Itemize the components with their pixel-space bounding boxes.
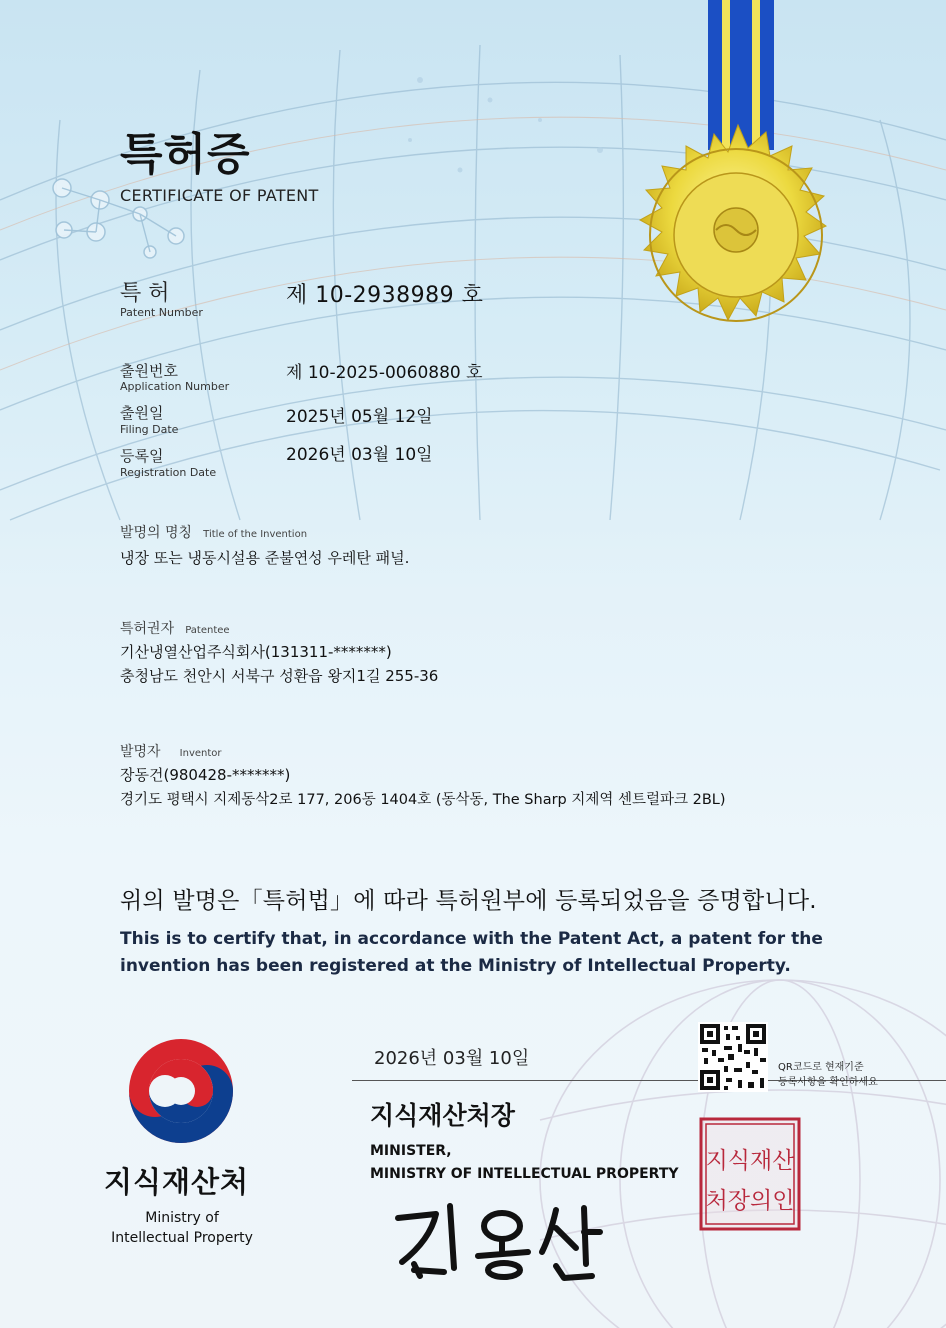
- application-number-value: 제 10-2025-0060880 호: [286, 363, 483, 383]
- patentee-name: 기산냉열산업주식회사(131311-*******): [120, 643, 392, 661]
- page-subtitle: CERTIFICATE OF PATENT: [120, 186, 319, 205]
- inventor-address: 경기도 평택시 지제동삭2로 177, 206동 1404호 (동삭동, The Sharp 지제역 센트럴파크 2BL): [120, 792, 726, 808]
- invention-title-section: [120, 522, 307, 542]
- ministry-name-ko: 지식재산처: [104, 1165, 250, 1199]
- patentee-label: 특허권자: [120, 621, 175, 637]
- certification-statement-ko: 위의 발명은「특허법」에 따라 특허원부에 등록되었음을 증명합니다.: [120, 888, 817, 914]
- certification-statement-en: This is to certify that, in accordance with the Patent Act, a patent for the invention has been registered at the Ministry of Intellectual Property.: [120, 929, 823, 976]
- qr-code-note-line2: 등록사항을 확인하세요: [778, 1077, 878, 1088]
- minister-title-en-line2: MINISTRY OF INTELLECTUAL PROPERTY: [370, 1166, 679, 1182]
- seal-text-line1: 지식재산: [705, 1148, 795, 1174]
- qr-code-note-line1: QR코드로 현재기준: [778, 1062, 864, 1073]
- application-number-label: 출원번호: [120, 362, 178, 380]
- ministry-name-en: [96, 1208, 268, 1248]
- filing-date-label-en: Filing Date: [120, 423, 179, 436]
- handwritten-signature: [380, 1192, 620, 1282]
- patentee-label-en: Patentee: [185, 625, 230, 636]
- invention-title-value: 냉장 또는 냉동시설용 준불연성 우레탄 패널.: [120, 549, 410, 567]
- minister-title-ko: 지식재산처장: [370, 1101, 515, 1130]
- invention-title-label-en: Title of the Invention: [203, 529, 308, 540]
- ministry-name-en-line2: Intellectual Property: [111, 1230, 253, 1246]
- patentee-section: [120, 618, 230, 638]
- page-title: 특허증: [120, 129, 251, 180]
- patent-number-label-en: Patent Number: [120, 306, 203, 319]
- filing-date-value: 2025년 05월 12일: [286, 407, 433, 427]
- application-number-label-en: Application Number: [120, 380, 230, 393]
- minister-title-en-line1: MINISTER,: [370, 1143, 452, 1159]
- qr-code-icon[interactable]: [698, 1022, 768, 1092]
- qr-code-note: [778, 1060, 878, 1090]
- signature-date: 2026년 03월 10일: [374, 1048, 530, 1069]
- seal-text-line2: 처장의인: [705, 1188, 795, 1214]
- gold-seal-icon: [640, 125, 826, 321]
- official-seal-stamp: [698, 1116, 802, 1232]
- inventor-label: 발명자: [120, 744, 161, 760]
- patent-number-label: 특 허: [120, 281, 170, 306]
- patentee-address: 충청남도 천안시 서북구 성환읍 왕지1길 255-36: [120, 667, 439, 685]
- inventor-label-en: Inventor: [179, 748, 222, 759]
- registration-date-label-en: Registration Date: [120, 466, 217, 479]
- patent-number-value: 제 10-2938989 호: [286, 283, 484, 308]
- inventor-section: [120, 741, 222, 761]
- inventor-name: 장동건(980428-*******): [120, 766, 291, 784]
- registration-date-label: 등록일: [120, 447, 164, 465]
- ministry-name-en-line1: Ministry of: [145, 1210, 219, 1226]
- invention-title-label: 발명의 명칭: [120, 525, 193, 541]
- filing-date-label: 출원일: [120, 404, 164, 422]
- registration-date-value: 2026년 03월 10일: [286, 445, 433, 465]
- taegeuk-logo-icon: [126, 1036, 236, 1146]
- minister-title-en: [370, 1140, 679, 1186]
